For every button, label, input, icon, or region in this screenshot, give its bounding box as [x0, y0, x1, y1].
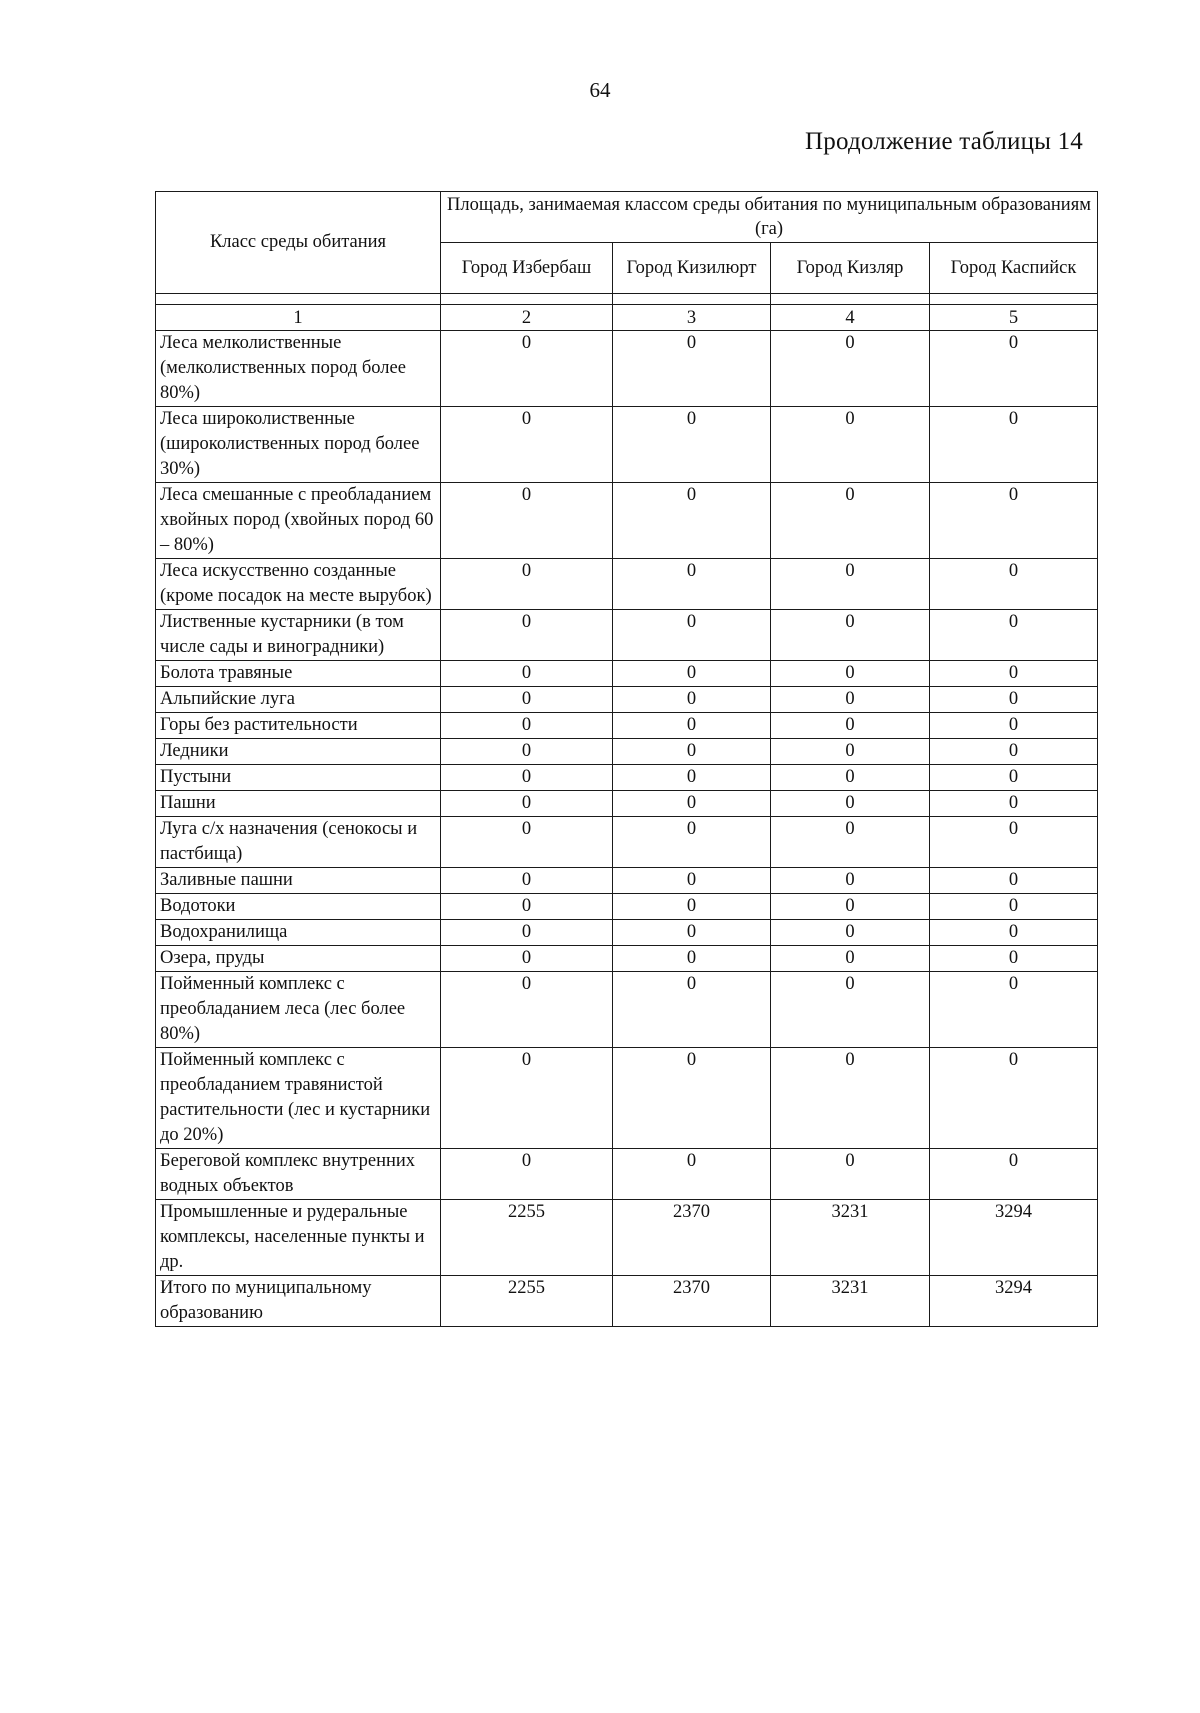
table-row	[156, 765, 1098, 791]
area-value: 0	[930, 1149, 1098, 1200]
area-value: 0	[771, 946, 930, 972]
area-value: 0	[930, 791, 1098, 817]
habitat-class-name: Заливные пашни	[156, 868, 441, 894]
table-row	[156, 687, 1098, 713]
habitat-class-name: Пашни	[156, 791, 441, 817]
area-value: 0	[771, 817, 930, 868]
column-number: 5	[930, 305, 1098, 331]
area-value: 0	[441, 765, 613, 791]
table-body	[156, 294, 1098, 1327]
column-number: 3	[613, 305, 771, 331]
habitat-class-name: Леса искусственно созданные (кроме посадок на месте вырубок)	[156, 559, 441, 610]
area-value: 0	[930, 868, 1098, 894]
table-row	[156, 407, 1098, 483]
area-value: 0	[613, 765, 771, 791]
habitat-class-name: Береговой комплекс внутренних водных объектов	[156, 1149, 441, 1200]
table-row	[156, 1200, 1098, 1276]
area-value: 0	[771, 868, 930, 894]
area-value: 0	[930, 559, 1098, 610]
area-value: 0	[930, 894, 1098, 920]
area-value: 0	[771, 1149, 930, 1200]
table-row	[156, 920, 1098, 946]
area-value: 0	[930, 331, 1098, 407]
area-value: 0	[771, 610, 930, 661]
habitat-class-name: Водотоки	[156, 894, 441, 920]
table-row	[156, 946, 1098, 972]
area-value: 0	[613, 894, 771, 920]
habitat-class-name: Пойменный комплекс с преобладанием травянистой растительности (лес и кустарники до 20%)	[156, 1048, 441, 1149]
area-value: 0	[441, 817, 613, 868]
area-value: 2370	[613, 1200, 771, 1276]
table-row	[156, 1048, 1098, 1149]
habitat-area-table	[155, 191, 1098, 1327]
header-city: Город Избербаш	[441, 243, 613, 294]
table-row	[156, 483, 1098, 559]
table-row	[156, 972, 1098, 1048]
area-value: 0	[441, 661, 613, 687]
area-value: 0	[930, 483, 1098, 559]
area-value: 0	[771, 972, 930, 1048]
area-value: 2370	[613, 1276, 771, 1327]
area-value: 3294	[930, 1276, 1098, 1327]
area-value: 3231	[771, 1276, 930, 1327]
area-value: 0	[441, 1149, 613, 1200]
area-value: 0	[441, 407, 613, 483]
habitat-class-name: Водохранилища	[156, 920, 441, 946]
area-value: 0	[441, 868, 613, 894]
area-value: 0	[930, 407, 1098, 483]
area-value: 0	[441, 713, 613, 739]
area-value: 0	[771, 1048, 930, 1149]
area-value: 0	[771, 791, 930, 817]
habitat-class-name: Пустыни	[156, 765, 441, 791]
table-row	[156, 559, 1098, 610]
table-row	[156, 713, 1098, 739]
area-value: 0	[441, 972, 613, 1048]
area-value: 0	[613, 868, 771, 894]
area-value: 0	[613, 610, 771, 661]
area-value: 0	[441, 331, 613, 407]
column-number: 1	[156, 305, 441, 331]
habitat-class-name: Альпийские луга	[156, 687, 441, 713]
table-row	[156, 817, 1098, 868]
area-value: 0	[613, 791, 771, 817]
area-value: 0	[930, 920, 1098, 946]
area-value: 0	[441, 920, 613, 946]
area-value: 0	[930, 713, 1098, 739]
header-gap	[156, 294, 1098, 305]
table-row	[156, 1276, 1098, 1327]
area-value: 0	[613, 946, 771, 972]
area-value: 0	[613, 559, 771, 610]
area-value: 3231	[771, 1200, 930, 1276]
area-value: 0	[441, 687, 613, 713]
area-value: 0	[930, 972, 1098, 1048]
area-value: 0	[441, 559, 613, 610]
header-habitat-class: Класс среды обитания	[156, 192, 441, 294]
column-number: 4	[771, 305, 930, 331]
area-value: 0	[441, 610, 613, 661]
area-value: 0	[441, 791, 613, 817]
area-value: 0	[930, 687, 1098, 713]
area-value: 0	[613, 972, 771, 1048]
area-value: 0	[771, 713, 930, 739]
area-value: 0	[441, 946, 613, 972]
area-value: 0	[771, 407, 930, 483]
area-value: 0	[613, 739, 771, 765]
area-value: 0	[771, 687, 930, 713]
header-city: Город Кизилюрт	[613, 243, 771, 294]
area-value: 0	[613, 920, 771, 946]
page-number: 64	[589, 78, 611, 102]
area-value: 0	[613, 687, 771, 713]
area-value: 0	[613, 661, 771, 687]
habitat-class-name: Итого по муниципальному образованию	[156, 1276, 441, 1327]
habitat-class-name: Горы без растительности	[156, 713, 441, 739]
habitat-class-name: Леса широколиственные (широколиственных пород более 30%)	[156, 407, 441, 483]
habitat-class-name: Болота травяные	[156, 661, 441, 687]
area-value: 0	[613, 407, 771, 483]
area-value: 0	[771, 483, 930, 559]
column-number-row	[156, 305, 1098, 331]
area-value: 2255	[441, 1276, 613, 1327]
habitat-class-name: Озера, пруды	[156, 946, 441, 972]
area-value: 2255	[441, 1200, 613, 1276]
table-continuation-title: Продолжение таблицы 14	[805, 128, 1083, 155]
table-row	[156, 791, 1098, 817]
table-row	[156, 868, 1098, 894]
area-value: 0	[441, 739, 613, 765]
area-value: 0	[930, 739, 1098, 765]
area-value: 3294	[930, 1200, 1098, 1276]
area-value: 0	[441, 894, 613, 920]
area-value: 0	[930, 817, 1098, 868]
area-value: 0	[930, 765, 1098, 791]
header-area-by-municipality: Площадь, занимаемая классом среды обитания по муниципальным образованиям (га)	[441, 192, 1098, 243]
header-city: Город Кизляр	[771, 243, 930, 294]
area-value: 0	[771, 661, 930, 687]
area-value: 0	[930, 946, 1098, 972]
table-row	[156, 661, 1098, 687]
table-row	[156, 739, 1098, 765]
table-row	[156, 331, 1098, 407]
table-row	[156, 610, 1098, 661]
area-value: 0	[771, 894, 930, 920]
habitat-class-name: Леса мелколиственные (мелколиственных пород более 80%)	[156, 331, 441, 407]
habitat-class-name: Луга с/х назначения (сенокосы и пастбища)	[156, 817, 441, 868]
area-value: 0	[441, 1048, 613, 1149]
area-value: 0	[613, 1149, 771, 1200]
area-value: 0	[613, 331, 771, 407]
habitat-class-name: Ледники	[156, 739, 441, 765]
area-value: 0	[930, 1048, 1098, 1149]
area-value: 0	[771, 739, 930, 765]
habitat-class-name: Пойменный комплекс с преобладанием леса (лес более 80%)	[156, 972, 441, 1048]
habitat-class-name: Лиственные кустарники (в том числе сады и виноградники)	[156, 610, 441, 661]
area-value: 0	[771, 331, 930, 407]
habitat-class-name: Леса смешанные с преобладанием хвойных пород (хвойных пород 60 – 80%)	[156, 483, 441, 559]
area-value: 0	[613, 713, 771, 739]
area-value: 0	[613, 1048, 771, 1149]
area-value: 0	[441, 483, 613, 559]
column-number: 2	[441, 305, 613, 331]
header-city: Город Каспийск	[930, 243, 1098, 294]
area-value: 0	[771, 559, 930, 610]
area-value: 0	[930, 661, 1098, 687]
area-value: 0	[930, 610, 1098, 661]
table-row	[156, 1149, 1098, 1200]
area-value: 0	[771, 920, 930, 946]
area-value: 0	[771, 765, 930, 791]
habitat-class-name: Промышленные и рудеральные комплексы, населенные пункты и др.	[156, 1200, 441, 1276]
table-row	[156, 894, 1098, 920]
area-value: 0	[613, 483, 771, 559]
area-value: 0	[613, 817, 771, 868]
